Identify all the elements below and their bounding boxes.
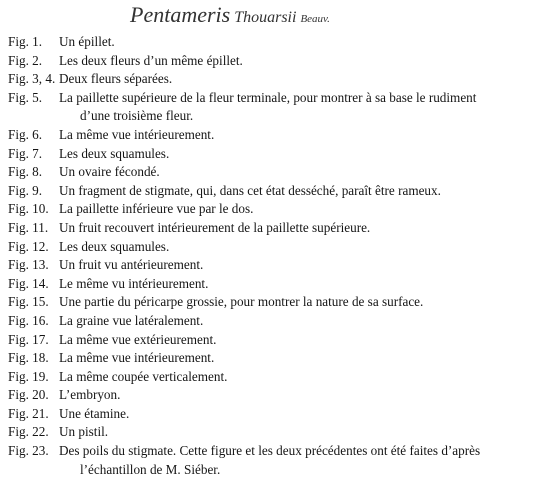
figure-description — [59, 219, 544, 238]
figure-number: Fig. 12. — [8, 238, 49, 254]
figure-number: Fig. 5. — [8, 89, 43, 105]
plate-title — [130, 2, 430, 32]
figure-description — [59, 200, 544, 219]
figure-description-text: La même vue intérieurement. — [59, 350, 215, 366]
figure-description — [59, 368, 544, 387]
figure-number: Fig. 23. — [8, 443, 49, 459]
figure-description-text: L’embryon. — [59, 387, 121, 403]
figure-number: Fig. 9. — [8, 182, 43, 198]
figure-description-text: Le même vu intérieurement. — [59, 275, 209, 291]
figure-description-text: Un épillet. — [59, 34, 115, 49]
figure-caption-item — [8, 70, 544, 89]
figure-description — [59, 70, 544, 89]
figure-description — [59, 126, 544, 145]
figure-number: Fig. 21. — [8, 405, 49, 421]
figure-caption-item — [8, 182, 544, 201]
figure-description — [59, 275, 544, 294]
figure-caption-item — [8, 256, 544, 275]
figure-number: Fig. 19. — [8, 368, 49, 384]
figure-number: Fig. 11. — [8, 219, 49, 235]
figure-number: Fig. 2. — [8, 52, 43, 68]
figure-number: Fig. 15. — [8, 294, 49, 310]
figure-description — [59, 89, 544, 126]
figure-caption-item — [8, 89, 544, 126]
figure-description — [59, 33, 544, 52]
figure-description — [59, 145, 544, 164]
figure-description — [59, 238, 544, 257]
figure-description — [59, 349, 544, 368]
figure-description-text: La paillette inférieure vue par le dos. — [59, 201, 254, 217]
figure-caption-item — [8, 331, 544, 350]
figure-description — [59, 405, 544, 424]
figure-caption-item — [8, 349, 544, 368]
figure-description-text: Un pistil. — [59, 424, 109, 440]
figure-caption-item — [8, 368, 544, 387]
figure-number: Fig. 17. — [8, 331, 49, 347]
figure-caption-item — [8, 293, 544, 312]
figure-description-text: Les deux squamules. — [59, 238, 170, 254]
figure-description-text: La même coupée verticalement. — [59, 368, 228, 384]
figure-description — [59, 256, 544, 275]
figure-caption-item — [8, 405, 544, 424]
figure-caption-list — [8, 33, 544, 479]
figure-description-text: La graine vue latéralement. — [59, 312, 204, 328]
figure-caption-item — [8, 219, 544, 238]
plate-title-genus: Pentameris — [130, 2, 231, 27]
figure-description-text: Un fruit recouvert intérieurement de la paillette supérieure. — [59, 219, 371, 235]
figure-description — [59, 312, 544, 331]
figure-caption-item — [8, 126, 544, 145]
figure-caption-item — [8, 52, 544, 71]
figure-description — [59, 331, 544, 350]
figure-description — [59, 52, 544, 71]
figure-description-text: Les deux fleurs d’un même épillet. — [59, 52, 243, 68]
figure-description — [59, 163, 544, 182]
figure-description-text: La paillette supérieure de la fleur terminale, pour montrer à sa base le rudiment — [59, 89, 477, 105]
figure-description-text: La même vue intérieurement. — [59, 126, 215, 142]
figure-number: Fig. 8. — [8, 164, 43, 180]
figure-description — [59, 293, 544, 312]
figure-caption-item — [8, 200, 544, 219]
figure-description-text: Un fragment de stigmate, qui, dans cet état desséché, paraît être rameux. — [59, 182, 441, 198]
figure-description-text: Une étamine. — [59, 405, 130, 421]
plate-title-species: Thouarsii — [234, 9, 297, 26]
figure-number: Fig. 16. — [8, 312, 49, 328]
figure-number: Fig. 14. — [8, 275, 49, 291]
figure-description — [59, 423, 544, 442]
figure-caption-item — [8, 33, 544, 52]
figure-description-text: Des poils du stigmate. Cette figure et les deux précédentes ont été faites d’après — [59, 443, 481, 459]
figure-number: Fig. 20. — [8, 387, 49, 403]
figure-number: Fig. 1. — [8, 34, 43, 49]
figure-caption-item — [8, 312, 544, 331]
figure-description-continuation: d’une troisième fleur. — [80, 108, 194, 124]
figure-description — [59, 386, 544, 405]
figure-number: Fig. 10. — [8, 201, 49, 217]
figure-caption-item — [8, 145, 544, 164]
figure-description — [59, 182, 544, 201]
plate-title-author: Beauv. — [300, 13, 330, 25]
figure-description-text: Un ovaire fécondé. — [59, 164, 160, 180]
figure-description-text: La même vue extérieurement. — [59, 331, 217, 347]
figure-caption-item — [8, 238, 544, 257]
figure-caption-item — [8, 386, 544, 405]
figure-description-text: Deux fleurs séparées. — [59, 71, 173, 87]
figure-description-text: Un fruit vu antérieurement. — [59, 257, 204, 273]
figure-caption-item — [8, 442, 544, 479]
figure-caption-item — [8, 275, 544, 294]
figure-description-continuation: l’échantillon de M. Siéber. — [80, 461, 221, 477]
figure-number: Fig. 22. — [8, 424, 49, 440]
figure-number: Fig. 13. — [8, 257, 49, 273]
figure-caption-item — [8, 423, 544, 442]
figure-caption-item — [8, 163, 544, 182]
figure-number: Fig. 3, 4. — [8, 71, 56, 87]
figure-number: Fig. 18. — [8, 350, 49, 366]
figure-number: Fig. 6. — [8, 126, 43, 142]
figure-number: Fig. 7. — [8, 145, 43, 161]
figure-description-text: Les deux squamules. — [59, 145, 170, 161]
figure-description — [59, 442, 544, 479]
figure-description-text: Une partie du péricarpe grossie, pour montrer la nature de sa surface. — [59, 294, 424, 310]
